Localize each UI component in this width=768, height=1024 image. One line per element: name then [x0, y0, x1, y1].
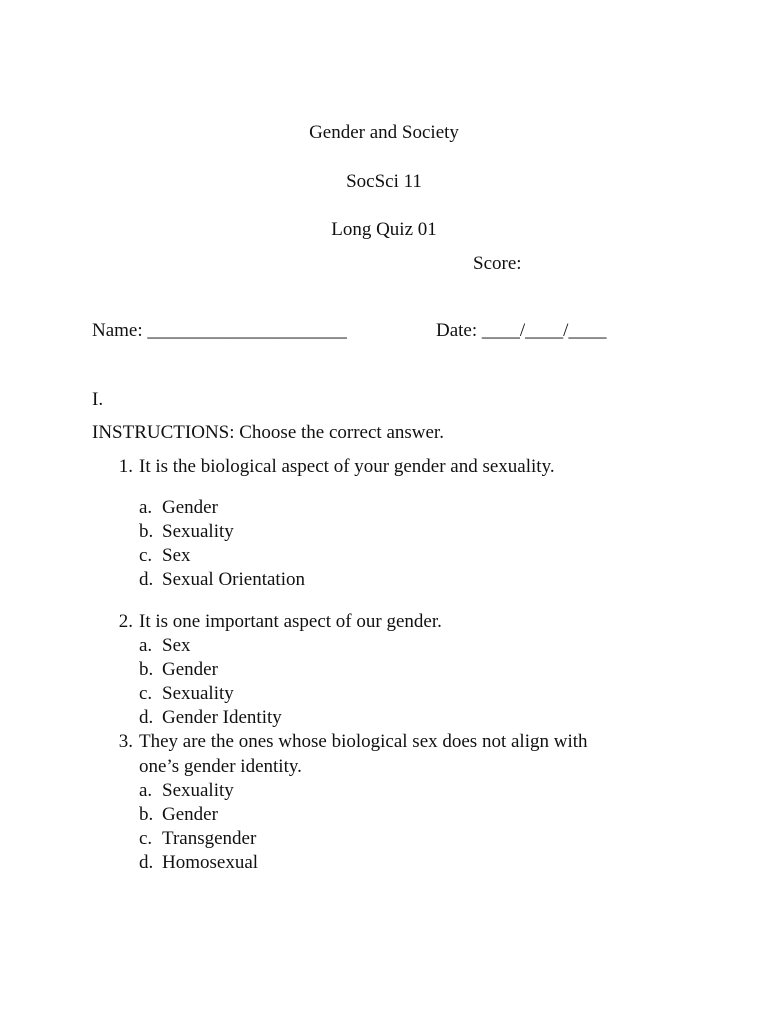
question-number: 1. [118, 456, 133, 477]
option-d [139, 852, 258, 874]
question-number: 2. [118, 611, 133, 632]
option-a [139, 780, 234, 802]
option-letter: a. [139, 780, 153, 801]
option-text: Gender [162, 804, 218, 825]
option-b [139, 659, 218, 681]
option-letter: d. [139, 852, 154, 873]
option-text: Homosexual [162, 852, 259, 873]
option-letter: c. [139, 545, 153, 566]
option-text: Transgender [162, 828, 257, 849]
date-field: Date: ____/____/____ [436, 320, 607, 341]
instructions: INSTRUCTIONS: Choose the correct answer. [92, 422, 444, 443]
option-text: Gender Identity [162, 707, 282, 728]
option-a [139, 497, 218, 519]
option-d [139, 569, 305, 591]
question-text: It is the biological aspect of your gender and sexuality. [139, 456, 555, 477]
score-label: Score: [473, 253, 522, 274]
option-b [139, 804, 218, 826]
quiz-title: Long Quiz 01 [331, 219, 437, 240]
question-number: 3. [118, 731, 133, 752]
option-c [139, 828, 256, 850]
section-number: I. [92, 389, 104, 410]
option-text: Sex [162, 635, 191, 656]
option-c [139, 545, 191, 567]
option-letter: d. [139, 569, 154, 590]
option-c [139, 683, 234, 705]
document-title: Gender and Society [309, 122, 459, 143]
option-b [139, 521, 234, 543]
option-text: Sexual Orientation [162, 569, 305, 590]
option-text: Gender [162, 659, 218, 680]
question-text-continued: one’s gender identity. [139, 756, 302, 777]
question-text: They are the ones whose biological sex does not align with [139, 731, 588, 752]
option-text: Gender [162, 497, 218, 518]
course-code: SocSci 11 [346, 171, 422, 192]
question-text: It is one important aspect of our gender. [139, 611, 442, 632]
option-text: Sexuality [162, 780, 234, 801]
option-letter: b. [139, 659, 154, 680]
option-letter: a. [139, 635, 153, 656]
option-letter: c. [139, 683, 153, 704]
name-field: Name: _____________________ [92, 320, 347, 341]
option-letter: b. [139, 521, 154, 542]
option-text: Sexuality [162, 683, 234, 704]
option-letter: a. [139, 497, 153, 518]
option-text: Sex [162, 545, 191, 566]
option-letter: d. [139, 707, 154, 728]
option-text: Sexuality [162, 521, 234, 542]
option-letter: b. [139, 804, 154, 825]
option-letter: c. [139, 828, 153, 849]
option-a [139, 635, 191, 657]
option-d [139, 707, 282, 729]
